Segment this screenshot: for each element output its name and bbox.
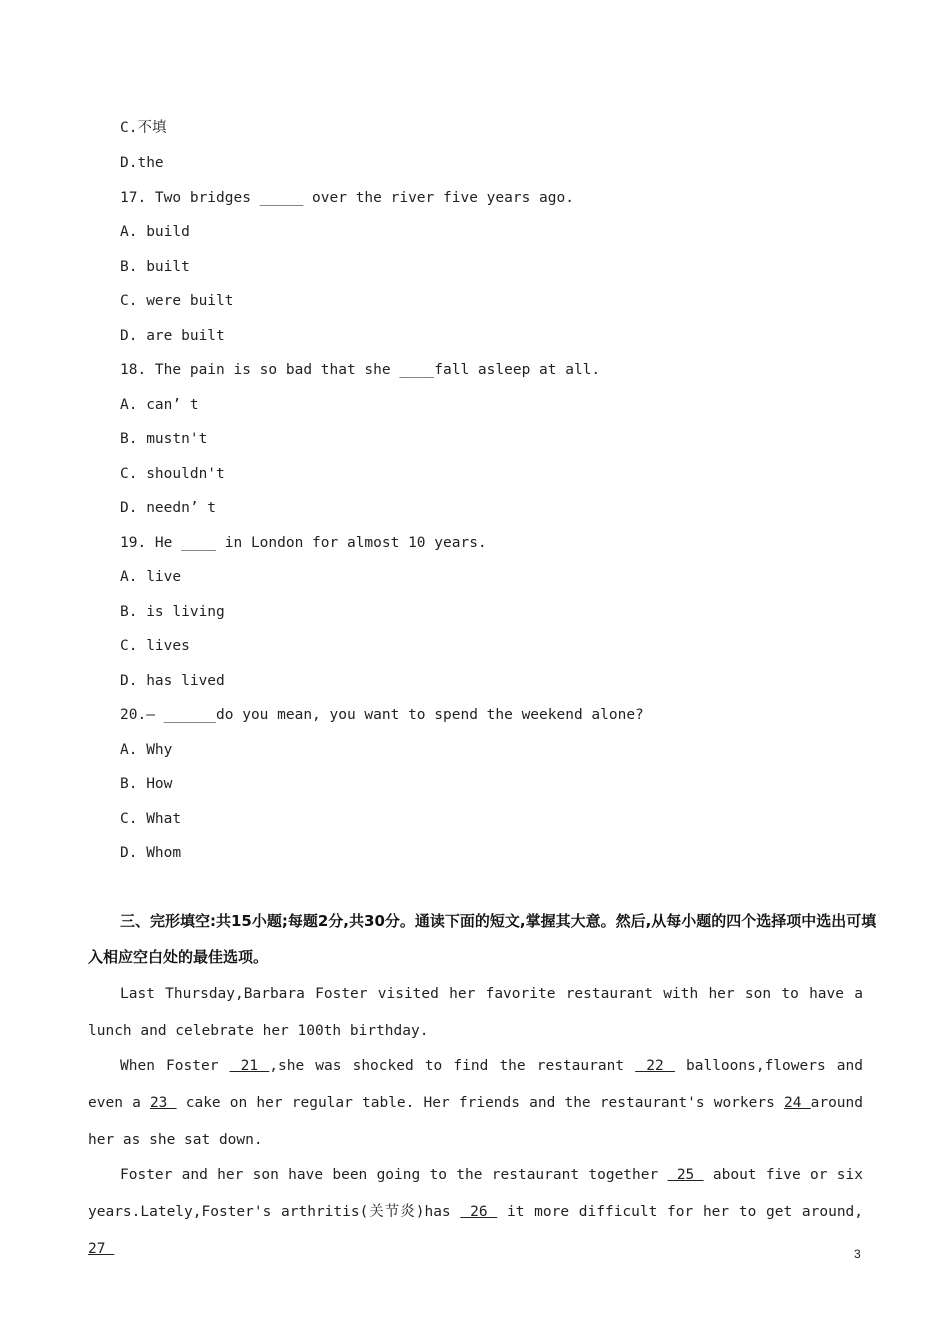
option-a: A. live: [120, 569, 182, 585]
section-heading: 三、完形填空:共15小题;每题2分,共30分。通读下面的短文,掌握其大意。然后,从每小题的四个选择项中选出可填入相应空白处的最佳选项。: [88, 912, 877, 966]
option-c: C. were built: [120, 293, 234, 309]
option-b: B. built: [120, 259, 190, 275]
text: balloons,flowers and even a: [88, 1058, 863, 1111]
option-c: C. lives: [120, 638, 190, 654]
blank-25: 25: [667, 1167, 704, 1183]
text: cake on her regular table. Her friends and the restaurant's workers: [176, 1095, 784, 1111]
text: Foster and her son have been going to the restaurant together: [120, 1167, 668, 1183]
option-d: D. Whom: [120, 845, 182, 861]
option-d: D. are built: [120, 328, 225, 344]
blank-23: 23: [149, 1095, 177, 1111]
option-a: A. build: [120, 224, 190, 240]
option-b: B. How: [120, 776, 173, 792]
option-d: D. has lived: [120, 673, 225, 689]
blank-27: 27: [88, 1241, 115, 1257]
blank-22: 22: [635, 1058, 675, 1074]
question-stem: 18. The pain is so bad that she ____fall asleep at all.: [120, 362, 601, 378]
question-stem: 17. Two bridges _____ over the river five years ago.: [120, 190, 574, 206]
option-c-prev: C.不填: [120, 120, 167, 136]
option-c: C. What: [120, 811, 182, 827]
option-c: C. shouldn't: [120, 466, 225, 482]
text: around her as she sat down.: [88, 1095, 863, 1148]
text: it more difficult for her to get around,: [497, 1204, 864, 1220]
cloze-paragraph-3: [88, 1157, 863, 1268]
page-number: 3: [854, 1247, 861, 1261]
question-stem: 19. He ____ in London for almost 10 years.: [120, 535, 487, 551]
option-d-prev: D.the: [120, 155, 164, 171]
text: When Foster: [120, 1058, 230, 1074]
text: ,she was shocked to find the restaurant: [269, 1058, 636, 1074]
option-d: D. needn’ t: [120, 500, 217, 516]
question-stem: 20.— ______do you mean, you want to spend the weekend alone?: [120, 707, 644, 723]
blank-26: 26: [460, 1204, 498, 1220]
text: about five or six years.Lately,Foster's arthritis(关节炎)has: [88, 1167, 863, 1220]
option-a: A. can’ t: [120, 397, 199, 413]
option-a: A. Why: [120, 742, 173, 758]
cloze-paragraph-1: Last Thursday,Barbara Foster visited her favorite restaurant with her son to have a lunch and celebrate her 100th birthday.: [88, 986, 863, 1039]
blank-24: 24: [783, 1095, 811, 1111]
option-b: B. mustn't: [120, 431, 208, 447]
cloze-paragraph-2: [88, 1048, 863, 1159]
option-b: B. is living: [120, 604, 225, 620]
blank-21: 21: [229, 1058, 270, 1074]
